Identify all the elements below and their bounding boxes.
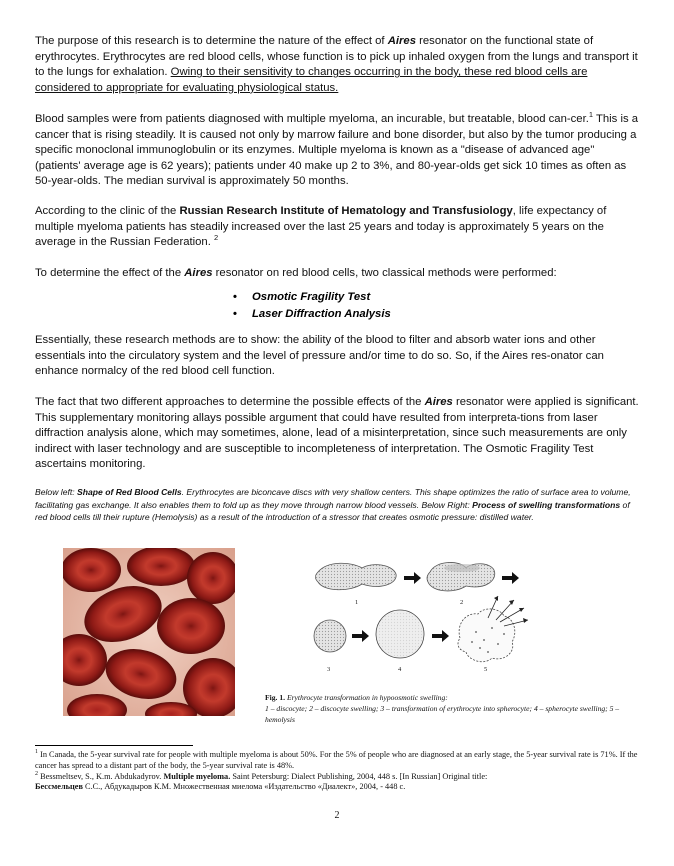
underlined-sentence: Owing to their sensitivity to changes occurring in the body, these red blood cells are considered to appropriate for evaluating physiological status. [35, 66, 588, 94]
text: Below left: [35, 487, 78, 497]
footnote-text: С.С., Абдукадыров К.М. Множественная миелома «Издательство «Диалект», 2004, - 448 с. [82, 782, 406, 792]
arrow-icon [432, 630, 449, 642]
book-title: Multiple myeloma. [163, 771, 231, 781]
label-3: 3 [327, 666, 331, 673]
figure-legend: 1 – discocyte; 2 – discocyte swelling; 3 – transformation of erythrocyte into spherocyte; 4 – spherocyte swelling; 5 – hemolysis [265, 704, 620, 724]
arrow-icon [352, 630, 369, 642]
footnote-text: Saint Petersburg: Dialect Publishing, 2004, 448 s. [In Russian] Original title: [230, 771, 488, 781]
figure-intro-caption [35, 486, 639, 524]
text: According to the clinic of the [35, 205, 180, 217]
paragraph-essentially: Essentially, these research methods are to show: the ability of the blood to filter and absorb water ions and other essentials into the circulatory system and the level of pressure and/or time to do so. So, if the Aires res-onator can enhance normalcy of the red blood cell function. [35, 334, 604, 378]
paragraph-purpose [35, 34, 639, 96]
paragraph-myeloma [35, 112, 639, 190]
footnote-number: 1 [35, 749, 38, 756]
label-2: 2 [460, 599, 464, 606]
footnote-ref-1: 1 [588, 110, 594, 120]
text: , life expectancy of multiple myeloma patients has steadily increased over the last 25 years and today is approximately 5 years on the average in the Russian Federation. [35, 205, 607, 249]
text: To determine the effect of the [35, 267, 185, 279]
arrow-icon [502, 572, 519, 584]
caption-title-right: Process of swelling transformations [472, 499, 621, 510]
footnote-text: In Canada, the 5-year survival rate for people with multiple myeloma is about 50%. For the 5% of people who are diagnosed at an early stage, the 5-year survival rate is 71%. If the cancer has spread to a distant part of the body, the 5-year survival rate is 48%. [35, 750, 638, 770]
text: resonator on the functional state of erythrocytes. Erythrocytes are red blood cells, whose function is to pick up inhaled oxygen from the lungs and transport it to the lungs for exhalation. [35, 35, 638, 79]
label-5: 5 [484, 666, 488, 673]
text: resonator were applied is significant. This supplementary monitoring allays possible argument that could have resulted from interpreta-tions from laser diffraction analysis alone, which may sometimes, alone, lead of a misinterpretation, since such measurements are only indirect with laser technology and are susceptible to incompleteness of interpretation. The Osmotic Fragility Test ascertains monitoring. [35, 396, 639, 471]
footnotes [35, 750, 645, 793]
method-item: • Osmotic Fragility Test [226, 289, 391, 306]
discocyte-icon [315, 563, 396, 590]
institute-name: Russian Research Institute of Hematology and Transfusiology [179, 205, 513, 217]
caption-title-left: Shape of Red Blood Cells [77, 487, 182, 497]
footnote-text: Bessmeltsev, S., K.m. Abdukadyrov. [38, 771, 164, 781]
spherocyte-icon [314, 620, 346, 652]
figure-caption [265, 692, 645, 725]
page-number: 2 [334, 810, 340, 821]
footnote-1 [35, 750, 645, 772]
footnote-number: 2 [35, 770, 38, 777]
hemolysis-icon [458, 596, 528, 662]
text: The purpose of this research is to determine the nature of the effect of [35, 35, 388, 47]
paragraph-significance [35, 395, 639, 473]
author-name: Бессмельцев [35, 782, 83, 792]
aires-emphasis: Aires [184, 267, 213, 279]
text: of red blood cells till their rupture (Hemolysis) as a result of the introduction of a stressor that creates osmotic pressure: distilled water. [35, 499, 630, 523]
methods-list [226, 289, 391, 323]
figure-title: Erythrocyte transformation in hypoosmotic swelling: [285, 693, 448, 702]
figure-label: Fig. 1. [265, 693, 286, 702]
discocyte-swelling-icon [427, 562, 495, 591]
label-1: 1 [355, 599, 359, 606]
text: This is a cancer that is rising steadily. It is caused not only by marrow failure and bone disorder, but also by the tumor producing a specific monoclonal immunoglobulin or its enzymes. Multiple myeloma is known as a "disease of advanced age" (patients' average age is 62 years); patients under 40 make up 2 to 3%, and 80-year-olds get sick 10 times as often as 50-year-olds. The median survival is approximately 50 months. [35, 113, 639, 188]
footnote-2-original [35, 782, 645, 793]
text: resonator on red blood cells, two classical methods were performed: [212, 267, 557, 279]
footnote-ref-2: 2 [213, 233, 219, 243]
aires-emphasis: Aires [387, 35, 416, 47]
text: . Erythrocytes are biconcave discs with very shallow centers. This shape optimizes the ratio of surface area to volume, facilitating gas exchange. It also enables them to fold up as they move through narrow blood vessels. Below Right: [35, 487, 631, 510]
method-item: • Laser Diffraction Analysis [226, 306, 391, 323]
footnote-2 [35, 772, 645, 783]
paragraph-methods-intro [35, 266, 639, 282]
footnote-divider [35, 745, 193, 746]
spherocyte-swelling-icon [376, 610, 424, 658]
swelling-transformation-diagram [300, 558, 560, 688]
aires-emphasis: Aires [424, 396, 453, 408]
label-4: 4 [398, 666, 402, 673]
red-blood-cells-photo [63, 548, 235, 716]
text: The fact that two different approaches to determine the possible effects of the [35, 396, 425, 408]
paragraph-life-expectancy [35, 204, 639, 251]
text: Blood samples were from patients diagnosed with multiple myeloma, an incurable, but treatable, blood can-cer. [35, 113, 589, 125]
arrow-icon [404, 572, 421, 584]
